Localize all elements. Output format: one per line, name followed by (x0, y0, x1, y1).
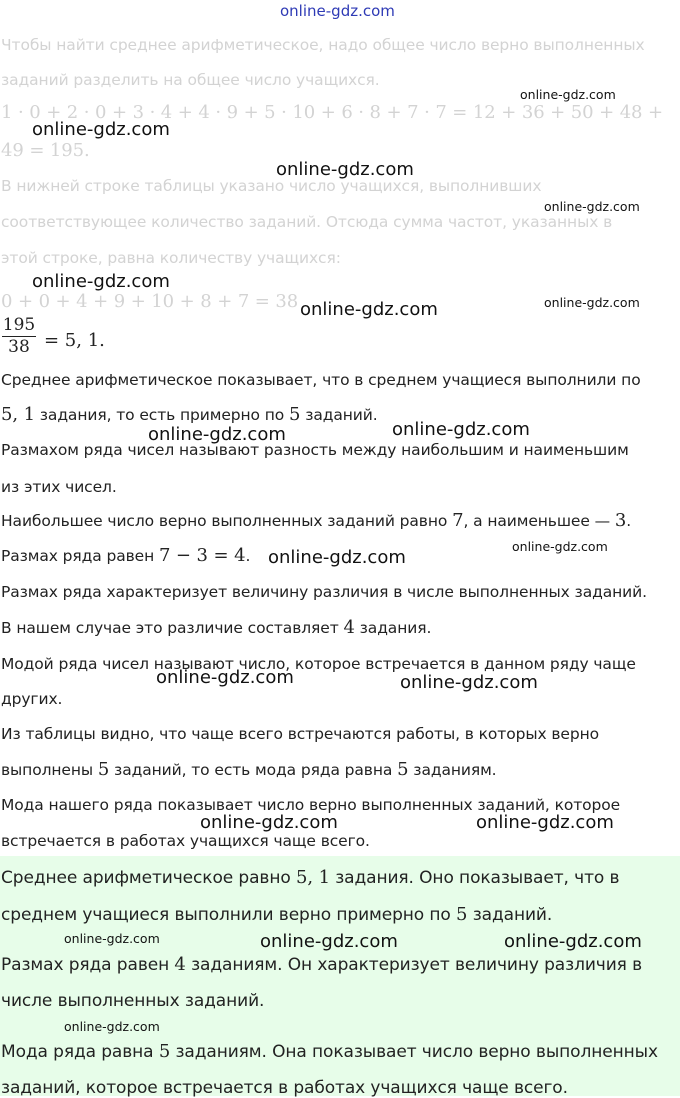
site-watermark: online-gdz.com (476, 812, 614, 833)
text-line: выполнены 5 заданий, то есть мода ряда равна 5 заданиям. (1, 759, 497, 780)
text-line: заданий разделить на общее число учащихся. (1, 71, 380, 89)
site-watermark: online-gdz.com (32, 271, 170, 292)
site-watermark: online-gdz.com (520, 87, 616, 102)
site-watermark: online-gdz.com (512, 539, 608, 554)
site-watermark: online-gdz.com (300, 299, 438, 320)
site-watermark: online-gdz.com (200, 812, 338, 833)
math-line: 49 = 195. (1, 140, 90, 161)
fraction-numerator: 195 (2, 315, 36, 335)
site-watermark: online-gdz.com (544, 199, 640, 214)
site-watermark: online-gdz.com (504, 931, 642, 952)
answer-line: заданий, которое встречается в работах учащихся чаще всего. (1, 1078, 568, 1098)
math-line: 1 · 0 + 2 · 0 + 3 · 4 + 4 · 9 + 5 · 10 + 6 · 8 + 7 · 7 = 12 + 36 + 50 + 48 + (1, 102, 664, 123)
text-line: Мода нашего ряда показывает число верно выполненных заданий, которое (1, 796, 621, 814)
site-watermark: online-gdz.com (260, 931, 398, 952)
site-watermark: online-gdz.com (276, 159, 414, 180)
site-watermark: online-gdz.com (400, 672, 538, 693)
text-line: этой строке, равна количеству учащихся: (1, 249, 341, 267)
site-watermark: online-gdz.com (392, 419, 530, 440)
text-line: Среднее арифметическое показывает, что в среднем учащиеся выполнили по (1, 371, 641, 389)
text-line: В нижней строке таблицы указано число учащихся, выполнивших (1, 177, 542, 195)
site-watermark: online-gdz.com (268, 547, 406, 568)
site-watermark: online-gdz.com (544, 295, 640, 310)
fraction-result: = 5, 1. (44, 330, 105, 351)
fraction-denominator: 38 (8, 337, 30, 357)
text-line: Чтобы найти среднее арифметическое, надо общее число верно выполненных (1, 36, 645, 54)
text-line: В нашем случае это различие составляет 4 задания. (1, 617, 432, 638)
answer-line: Мода ряда равна 5 заданиям. Она показывает число верно выполненных (1, 1041, 658, 1062)
text-line: Из таблицы видно, что чаще всего встречаются работы, в которых верно (1, 725, 599, 743)
text-line: Модой ряда чисел называют число, которое встречается в данном ряду чаще (1, 655, 636, 673)
answer-line: числе выполненных заданий. (1, 991, 265, 1011)
site-watermark-header[interactable]: online-gdz.com (280, 2, 395, 20)
site-watermark: online-gdz.com (64, 931, 160, 946)
answer-line: среднем учащиеся выполнили верно примерно по 5 заданий. (1, 904, 553, 925)
text-line: из этих чисел. (1, 478, 117, 496)
site-watermark: online-gdz.com (32, 119, 170, 140)
answer-line: Среднее арифметическое равно 5, 1 задания. Оно показывает, что в (1, 867, 620, 888)
text-line: других. (1, 690, 63, 708)
answer-line: Размах ряда равен 4 заданиям. Он характеризует величину различия в (1, 954, 643, 975)
text-line: 5, 1 задания, то есть примерно по 5 заданий. (1, 404, 378, 425)
text-line: Размах ряда равен 7 − 3 = 4. (1, 545, 251, 566)
fraction (2, 316, 36, 357)
text-line: Размахом ряда чисел называют разность между наибольшим и наименьшим (1, 441, 629, 459)
text-line: Размах ряда характеризует величину различия в числе выполненных заданий. (1, 583, 647, 601)
text-line: Наибольшее число верно выполненных заданий равно 7, а наименьшее — 3. (1, 510, 632, 531)
site-watermark: online-gdz.com (156, 667, 294, 688)
text-line: соответствующее количество заданий. Отсюда сумма частот, указанных в (1, 213, 613, 231)
math-line: 0 + 0 + 4 + 9 + 10 + 8 + 7 = 38 (1, 291, 299, 312)
text-line: встречается в работах учащихся чаще всего. (1, 832, 370, 850)
site-watermark: online-gdz.com (64, 1019, 160, 1034)
site-watermark: online-gdz.com (148, 424, 286, 445)
